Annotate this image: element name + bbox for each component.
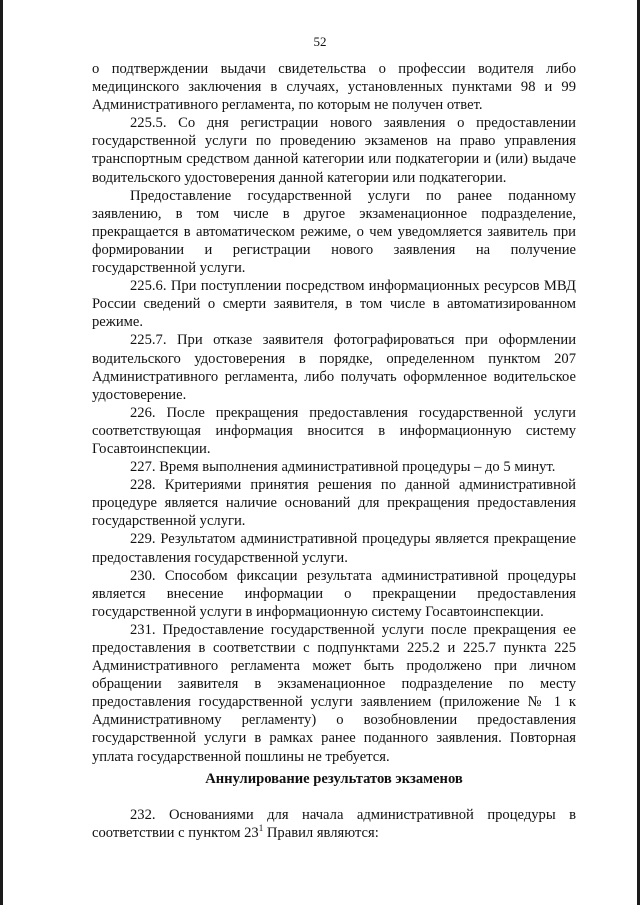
paragraph-225-5: 225.5. Со дня регистрации нового заявления о предоставлении государственной услуги по проведению экзаменов на право управления транспортным средством данной категории или подкатегории и (или) выдаче водительского удостоверения данной категории или подкатегории. <box>92 115 576 186</box>
paragraph-225-6: 225.6. При поступлении посредством информационных ресурсов МВД России сведений о смерти заявителя, в том числе в автоматизированном режиме. <box>92 278 576 331</box>
paragraph-232 <box>92 806 576 842</box>
paragraph-228: 228. Критериями принятия решения по данной административной процедуре является наличие оснований для прекращения предоставления государственной услуги. <box>92 477 576 530</box>
paragraph-continuation: о подтверждении выдачи свидетельства о профессии водителя либо медицинского заключения в случаях, установленных пунктами 98 и 99 Административного регламента, по которым не получен ответ. <box>92 61 576 114</box>
paragraph-225-7: 225.7. При отказе заявителя фотографироваться при оформлении водительского удостоверения в порядке, определенном пунктом 207 Административного регламента, либо получать оформленное водительское удостоверение. <box>92 332 576 403</box>
paragraph-232-text: 232. Основаниями для начала административной процедуры в соответствии с пунктом 23 <box>92 807 576 842</box>
paragraph-226: 226. После прекращения предоставления государственной услуги соответствующая информация вносится в информационную систему Госавтоинспекции. <box>92 404 576 457</box>
paragraph-227: 227. Время выполнения административной процедуры – до 5 минут. <box>130 459 556 476</box>
paragraph-229: 229. Результатом административной процедуры является прекращение предоставления государственной услуги. <box>92 531 576 566</box>
page-number: 52 <box>313 34 327 49</box>
footnote-superscript: 1 <box>258 823 264 834</box>
paragraph-230: 230. Способом фиксации результата административной процедуры является внесение информации о прекращении предоставления государственной услуги в информационную систему Госавтоинспекции. <box>92 567 576 620</box>
paragraph-231: 231. Предоставление государственной услуги после прекращения ее предоставления в соответствии с подпунктами 225.2 и 225.7 пункта 225 Административного регламента может быть продолжено при личном обращении заявителя в экзаменационное подразделение по месту предоставления государственной услуги заявлением (приложение № 1 к Административному регламенту) о возобновлении предоставления государственной услуги в рамках ранее поданного заявления. Повторная уплата государственной пошлины не требуется. <box>92 621 576 765</box>
paragraph-232-ending: Правил являются: <box>263 825 379 842</box>
scan-edge-left <box>0 0 3 905</box>
paragraph-termination-auto: Предоставление государственной услуги по ранее поданному заявлению, в том числе в другое экзаменационное подразделение, прекращается в автоматическом режиме, о чем уведомляется заявитель при формировании и регистрации нового заявления на получение государственной услуги. <box>92 187 576 277</box>
section-heading: Аннулирование результатов экзаменов <box>205 771 463 787</box>
body-text <box>92 60 576 766</box>
body-text-continued <box>92 806 576 842</box>
